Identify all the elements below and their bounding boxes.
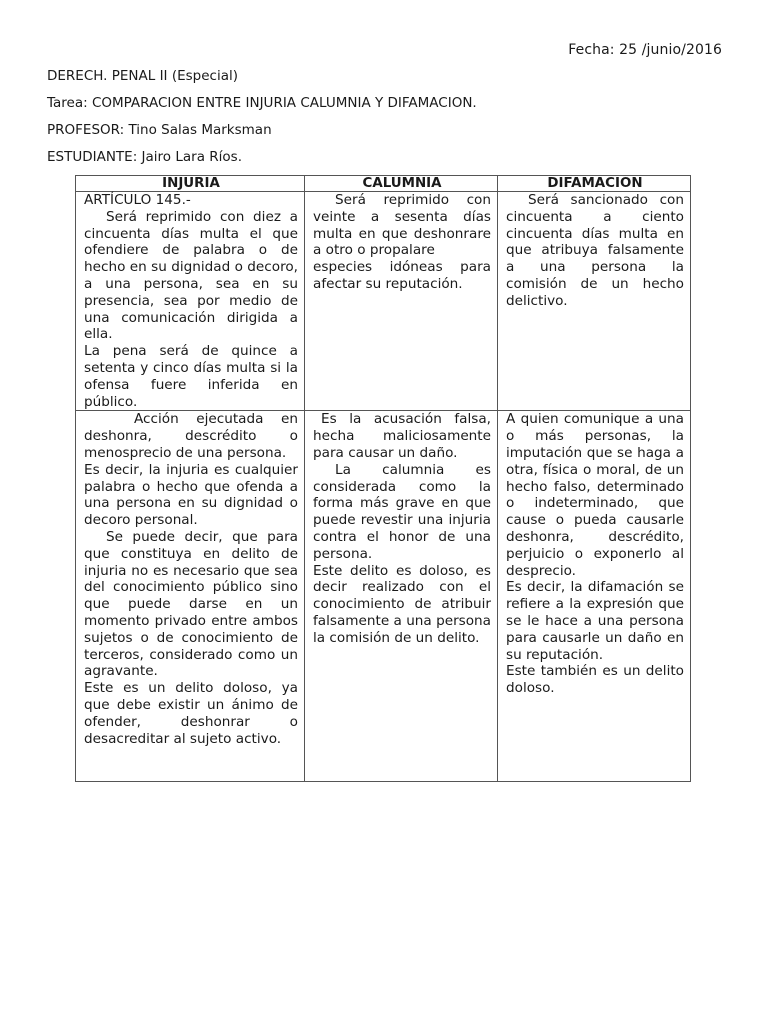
paragraph: Es decir, la difamación se refiere a la expresión que se le hace a una persona para causarle un daño en su reputación. (506, 579, 684, 663)
paragraph: A quien comunique a una o más personas, la imputación que se haga a otra, física o moral, de un hecho falso, determinado o indeterminado, que cause o pueda causarle deshonra, descrédito, perjuicio o exponerlo al desprecio. (506, 411, 684, 579)
paragraph: Será sancionado con cincuenta a ciento cincuenta días multa en que atribuya falsamente a una persona la comisión de un hecho delictivo. (506, 192, 684, 309)
paragraph: La pena será de quince a setenta y cinco días multa si la ofensa fuere inferida en público. (84, 343, 298, 410)
task-title: Tarea: COMPARACION ENTRE INJURIA CALUMNIA Y DIFAMACION. (47, 95, 477, 111)
column-header-calumnia: CALUMNIA (305, 176, 498, 192)
comparison-table (75, 175, 691, 782)
cell-difamacion-definition (498, 192, 691, 411)
document-date: Fecha: 25 /junio/2016 (568, 42, 722, 58)
paragraph: Será reprimido con diez a cincuenta días multa el que ofendiere de palabra o de hecho en su dignidad o decoro, a una persona, sea en su presencia, sea por medio de una comunicación dirigida a ella. (84, 208, 298, 343)
paragraph: Este también es un delito doloso. (506, 663, 684, 697)
table-row-explanation (76, 411, 691, 782)
paragraph: Este es un delito doloso, ya que debe existir un ánimo de ofender, deshonrar o desacreditar al sujeto activo. (84, 680, 298, 747)
course-name: DERECH. PENAL II (Especial) (47, 68, 238, 84)
cell-injuria-definition (76, 192, 305, 411)
column-header-injuria: INJURIA (76, 176, 305, 192)
paragraph: Este delito es doloso, es decir realizado con el conocimiento de atribuir falsamente a una persona la comisión de un delito. (313, 562, 491, 646)
paragraph: Acción ejecutada en deshonra, descrédito o menosprecio de una persona. (84, 411, 298, 461)
professor-name: PROFESOR: Tino Salas Marksman (47, 122, 272, 138)
column-header-difamacion: DIFAMACION (498, 176, 691, 192)
cell-calumnia-definition (305, 192, 498, 411)
paragraph: especies idóneas para afectar su reputación. (313, 259, 491, 292)
paragraph: La calumnia es considerada como la forma más grave en que puede revestir una injuria contra el honor de una persona. (313, 461, 491, 562)
paragraph: Es decir, la injuria es cualquier palabra o hecho que ofenda a una persona en su dignidad o decoro personal. (84, 461, 298, 529)
cell-calumnia-explanation (305, 411, 498, 782)
paragraph: Se puede decir, que para que constituya en delito de injuria no es necesario que sea del conocimiento público sino que puede darse en un momento privado entre ambos sujetos o de conocimiento de terceros, considerado como un agravante. (84, 528, 298, 680)
paragraph: Es la acusación falsa, hecha maliciosamente para causar un daño. (313, 411, 491, 461)
cell-injuria-explanation (76, 411, 305, 782)
table-row-legal-definition (76, 192, 691, 411)
article-heading: ARTÍCULO 145.- (84, 192, 191, 208)
student-name: ESTUDIANTE: Jairo Lara Ríos. (47, 149, 242, 165)
table-header-row (76, 176, 691, 192)
cell-difamacion-explanation (498, 411, 691, 782)
paragraph: Será reprimido con veinte a sesenta días multa en que deshonrare a otro o propalare (313, 192, 491, 259)
